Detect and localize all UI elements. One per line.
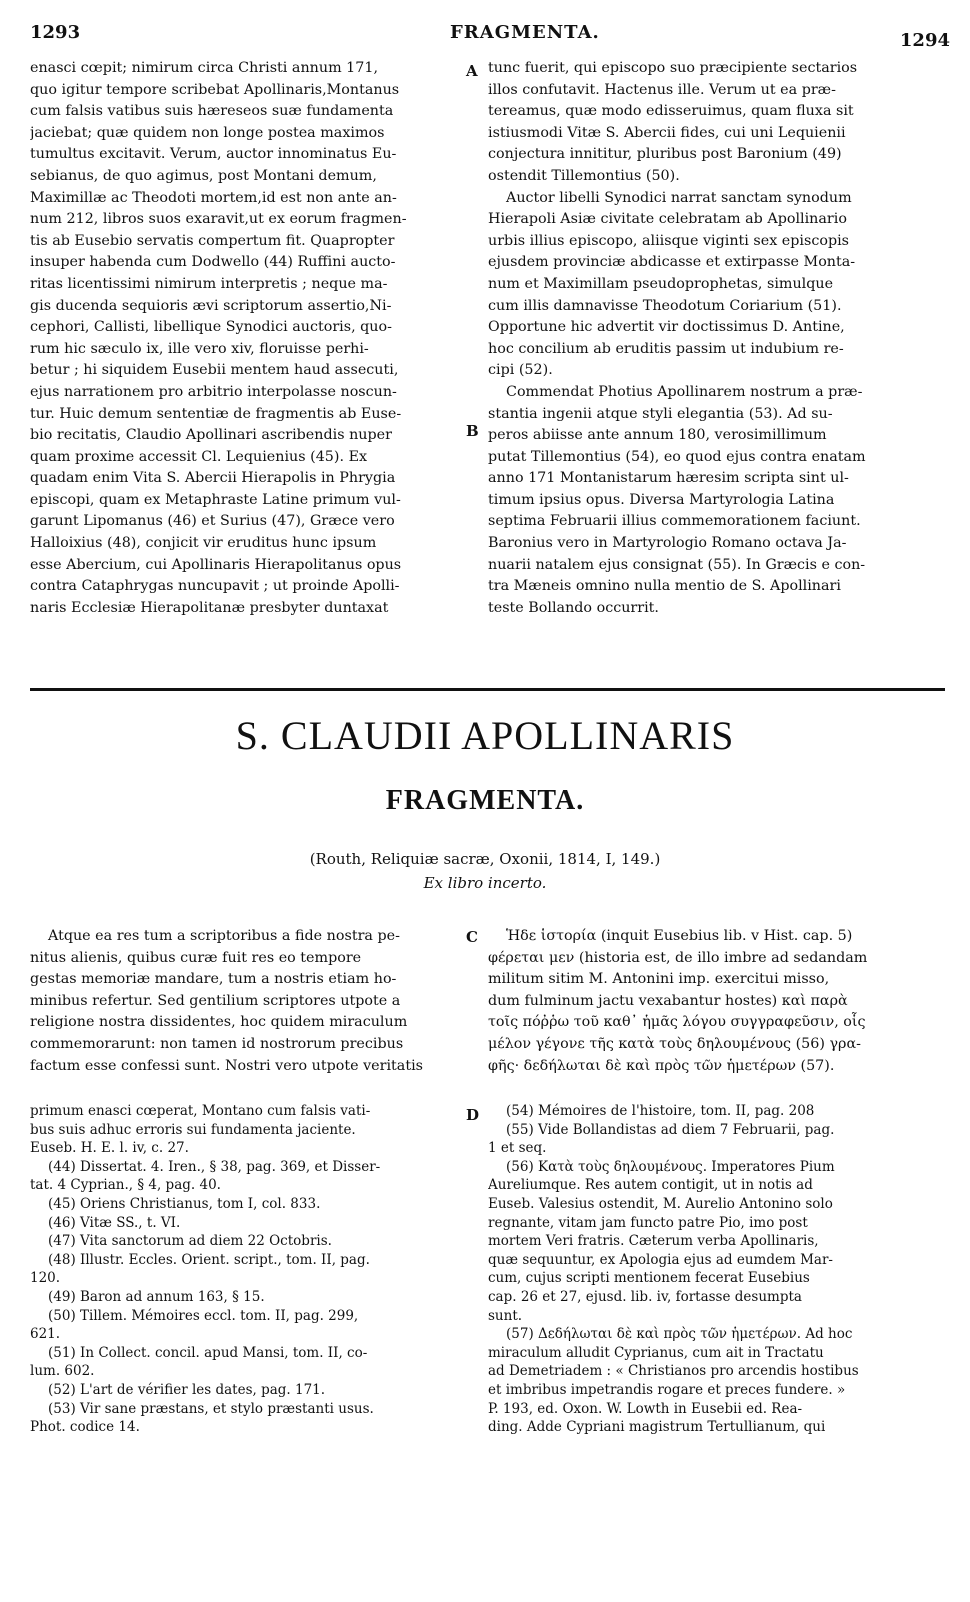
text-line: timum ipsius opus. Diversa Martyrologia Latina (488, 491, 835, 508)
footnote-line: ding. Adde Cypriani magistrum Tertullianum, qui (488, 1419, 826, 1436)
footnote-line: Euseb. H. E. l. iv, c. 27. (30, 1140, 189, 1157)
text-line: teste Bollando occurrit. (488, 599, 659, 616)
work-subtitle: FRAGMENTA. (385, 785, 585, 816)
text-line: Opportune hic advertit vir doctissimus D. Antine, (488, 319, 845, 336)
text-line: gis ducenda sequioris ævi scriptorum assertio,Ni- (30, 297, 392, 314)
footnote-line: (56) Κατὰ τοὺς δηλουμένους. Imperatores Pium (506, 1158, 835, 1175)
text-line: ejusdem provinciæ abdicasse et extirpasse Monta- (488, 254, 856, 271)
margin-marker-a: A (466, 62, 478, 80)
footnote-line: miraculum alludit Cyprianus, cum ait in Tractatu (488, 1344, 824, 1361)
text-line: tra Mæneis omnino nulla mentio de S. Apollinari (488, 578, 841, 595)
column-mid-left (30, 926, 460, 1077)
column-top-left (30, 58, 462, 619)
margin-marker-b: B (466, 422, 479, 440)
footnote-line: (53) Vir sane præstans, et stylo præstanti usus. (48, 1400, 374, 1417)
margin-marker-d: D (466, 1106, 480, 1124)
footnote-line: quæ sequuntur, ex Apologia ejus ad eumdem Mar- (488, 1251, 833, 1268)
text-line: episcopi, quam ex Metaphraste Latine primum vul- (30, 491, 401, 508)
footnote-line: bus suis adhuc erroris sui fundamenta jaciente. (30, 1121, 356, 1138)
text-line: naris Ecclesiæ Hierapolitanæ presbyter duntaxat (30, 599, 389, 616)
footnote-line: cap. 26 et 27, ejusd. lib. iv, fortasse desumpta (488, 1288, 802, 1305)
footnote-line: (46) Vitæ SS., t. VI. (48, 1214, 181, 1231)
text-line: Baronius vero in Martyrologio Romano octava Ja- (488, 535, 847, 552)
footnote-line: tat. 4 Cyprian., § 4, pag. 40. (30, 1177, 221, 1194)
footnote-line: 621. (30, 1326, 61, 1343)
text-line: num 212, libros suos exaravit,ut ex eorum fragmen- (30, 211, 407, 228)
text-line: commemorarunt: non tamen id nostrorum precibus (30, 1035, 404, 1052)
text-line: nuarii natalem ejus consignat (55). In Græcis e con- (488, 556, 866, 573)
footnote-line: primum enasci cœperat, Montano cum falsis vati- (30, 1103, 371, 1119)
running-title: FRAGMENTA. (450, 22, 600, 43)
running-head (30, 22, 950, 51)
text-line: peros abiisse ante annum 180, verosimillimum (488, 427, 827, 444)
footnote-line: (48) Illustr. Eccles. Orient. script., tom. II, pag. (48, 1251, 370, 1268)
text-line: nitus alienis, quibus curæ fuit res eo tempore (30, 949, 362, 966)
text-line: cipi (52). (488, 362, 553, 379)
text-line: ostendit Tillemontius (50). (488, 167, 680, 184)
text-line: bio recitatis, Claudio Apollinari ascribendis nuper (30, 427, 392, 444)
text-line: esse Abercium, cui Apollinaris Hierapolitanus opus (30, 556, 402, 573)
footnote-line: (47) Vita sanctorum ad diem 22 Octobris. (48, 1233, 332, 1250)
text-line: Auctor libelli Synodici narrat sanctam synodum (506, 189, 852, 206)
text-line: tis ab Eusebio servatis compertum fit. Quapropter (30, 232, 395, 249)
text-line: Maximillæ ac Theodoti mortem,id est non ante an- (30, 189, 397, 206)
text-line: illos confutavit. Hactenus ille. Verum ut ea præ- (488, 81, 836, 98)
text-line: factum esse confessi sunt. Nostri vero utpote veritatis (30, 1057, 423, 1074)
footnote-line: Phot. codice 14. (30, 1419, 140, 1436)
text-line: sebianus, de quo agimus, post Montani demum, (30, 167, 377, 184)
text-line: tumultus excitavit. Verum, auctor innominatus Eu- (30, 146, 397, 163)
footnote-line: (51) In Collect. concil. apud Mansi, tom. II, co- (48, 1344, 368, 1361)
text-line: istiusmodi Vitæ S. Abercii fides, cui uni Lequienii (488, 124, 846, 141)
text-line: conjectura innititur, pluribus post Baronium (49) (488, 146, 842, 163)
text-line: putat Tillemontius (54), eo quod ejus contra enatam (488, 448, 866, 465)
text-line: cephori, Callisti, libellique Synodici auctoris, quo- (30, 319, 392, 336)
footnote-line: (50) Tillem. Mémoires eccl. tom. II, pag. 299, (48, 1307, 359, 1324)
footnote-line: sunt. (488, 1307, 523, 1324)
footnote-line: (44) Dissertat. 4. Iren., § 38, pag. 369, et Disser- (48, 1158, 381, 1175)
text-line: contra Cataphrygas nuncupavit ; ut proinde Apolli- (30, 578, 400, 595)
text-line: septima Februarii illius commemorationem faciunt. (488, 513, 861, 530)
page-number-right: 1294 (899, 30, 950, 51)
text-line: cum falsis vatibus suis hæreseos suæ fundamenta (30, 103, 394, 120)
text-line: dum fulminum jactu vexabantur hostes) καὶ παρὰ (488, 992, 848, 1009)
footnote-line: regnante, vitam jam functo patre Pio, imo post (488, 1214, 808, 1231)
footnote-line: 120. (30, 1270, 61, 1287)
footnote-line: (45) Oriens Christianus, tom I, col. 833. (48, 1195, 321, 1212)
footnote-line: cum, cujus scripti mentionem fecerat Eusebius (488, 1270, 810, 1287)
text-line: stantia ingenii atque styli elegantia (53). Ad su- (488, 405, 833, 422)
footnote-line: (57) Δεδήλωται δὲ καὶ πρὸς τῶν ἡμετέρων. Ad hoc (506, 1326, 853, 1343)
column-mid-right (488, 926, 944, 1077)
text-line: betur ; hi siquidem Eusebii mentem haud assecuti, (30, 362, 399, 379)
footnote-line: Aureliumque. Res autem contigit, ut in notis ad (488, 1177, 813, 1194)
footnote-line: 1 et seq. (488, 1140, 547, 1157)
footnote-line: mortem Veri fratris. Cæterum verba Apollinaris, (488, 1233, 819, 1250)
text-line: tunc fuerit, qui episcopo suo præcipiente sectarios (488, 60, 858, 76)
text-line: urbis illius episcopo, aliisque viginti sex episcopis (488, 232, 850, 249)
text-line: insuper habenda cum Dodwello (44) Ruffini aucto- (30, 254, 396, 271)
text-line: jaciebat; quæ quidem non longe postea maximos (30, 124, 385, 141)
text-line: militum sitim M. Antonini imp. exercitui misso, (488, 971, 830, 988)
text-line: quam proxime accessit Cl. Lequienius (45). Ex (30, 448, 368, 465)
text-line: ritas licentissimi nimirum interpretis ; neque ma- (30, 275, 388, 292)
text-line: num et Maximillam pseudoprophetas, simulque (488, 275, 834, 292)
section-rule (30, 688, 945, 691)
page-number-left: 1293 (30, 22, 81, 43)
text-line: minibus refertur. Sed gentilium scriptores utpote a (30, 992, 401, 1009)
margin-marker-c: C (466, 928, 478, 946)
text-line: Commendat Photius Apollinarem nostrum a præ- (506, 383, 863, 400)
footnotes-right (488, 1102, 944, 1437)
text-line: garunt Lipomanus (46) et Surius (47), Græce vero (30, 513, 395, 530)
text-line: enasci cœpit; nimirum circa Christi annum 171, (30, 60, 379, 76)
text-line: Halloixius (48), conjicit vir eruditus hunc ipsum (30, 535, 377, 552)
footnote-line: (54) Mémoires de l'histoire, tom. II, pag. 208 (506, 1103, 815, 1119)
footnote-line: ad Demetriadem : « Christianos pro arcendis hostibus (488, 1363, 859, 1380)
text-line: Ἡδε ἱστορία (inquit Eusebius lib. v Hist. cap. 5) (506, 928, 853, 944)
text-line: cum illis damnavisse Theodotum Coriarium (51). (488, 297, 842, 314)
column-top-right (488, 58, 944, 619)
text-line: ejus narrationem pro arbitrio interpolasse noscun- (30, 383, 397, 400)
text-line: φέρεται μεν (historia est, de illo imbre ad sedandam (488, 949, 868, 966)
text-line: tur. Huic demum sententiæ de fragmentis ab Euse- (30, 405, 402, 422)
text-line: hoc concilium ab eruditis passim ut indubium re- (488, 340, 844, 357)
text-line: Hierapoli Asiæ civitate celebratam ab Apollinario (488, 211, 847, 228)
text-line: religione nostra dissidentes, hoc quidem miraculum (30, 1014, 408, 1031)
text-line: tereamus, quæ modo edisseruimus, quam fluxa sit (488, 103, 854, 120)
footnote-line: (55) Vide Bollandistas ad diem 7 Februarii, pag. (506, 1121, 835, 1138)
text-line: gestas memoriæ mandare, tum a nostris etiam ho- (30, 971, 397, 988)
footnote-line: et imbribus impetrandis rogare et preces fundere. » (488, 1381, 846, 1398)
source-citation: (Routh, Reliquiæ sacræ, Oxonii, 1814, I, 149.) (309, 850, 661, 868)
footnote-line: lum. 602. (30, 1363, 95, 1380)
text-line: φῆς· δεδήλωται δὲ καὶ πρὸς τῶν ἡμετέρων (57). (488, 1057, 835, 1074)
text-line: quadam enim Vita S. Abercii Hierapolis in Phrygia (30, 470, 396, 487)
footnote-line: (52) L'art de vérifier les dates, pag. 171. (48, 1381, 326, 1398)
text-line: anno 171 Montanistarum hæresim scripta sint ul- (488, 470, 849, 487)
work-title: S. CLAUDII APOLLINARIS (235, 713, 735, 758)
text-line: Atque ea res tum a scriptoribus a fide nostra pe- (48, 928, 400, 944)
text-line: τοῖς πόῤῥω τοῦ καθ᾽ ἡμᾶς λόγου συγγραφεῦσιν, οἷς (488, 1014, 866, 1031)
text-line: quo igitur tempore scribebat Apollinaris,Montanus (30, 81, 400, 98)
footnote-line: Euseb. Valesius ostendit, M. Aurelio Antonino solo (488, 1195, 833, 1212)
footnotes-left (30, 1102, 460, 1437)
text-line: μέλον γέγονε τῆς κατὰ τοὺς δηλουμένους (56) γρα- (488, 1035, 861, 1052)
footnote-line: P. 193, ed. Oxon. W. Lowth in Eusebii ed. Rea- (488, 1400, 803, 1417)
source-subtitle: Ex libro incerto. (423, 874, 547, 892)
text-line: rum hic sæculo ix, ille vero xiv, floruisse perhi- (30, 340, 369, 357)
footnote-line: (49) Baron ad annum 163, § 15. (48, 1288, 265, 1305)
